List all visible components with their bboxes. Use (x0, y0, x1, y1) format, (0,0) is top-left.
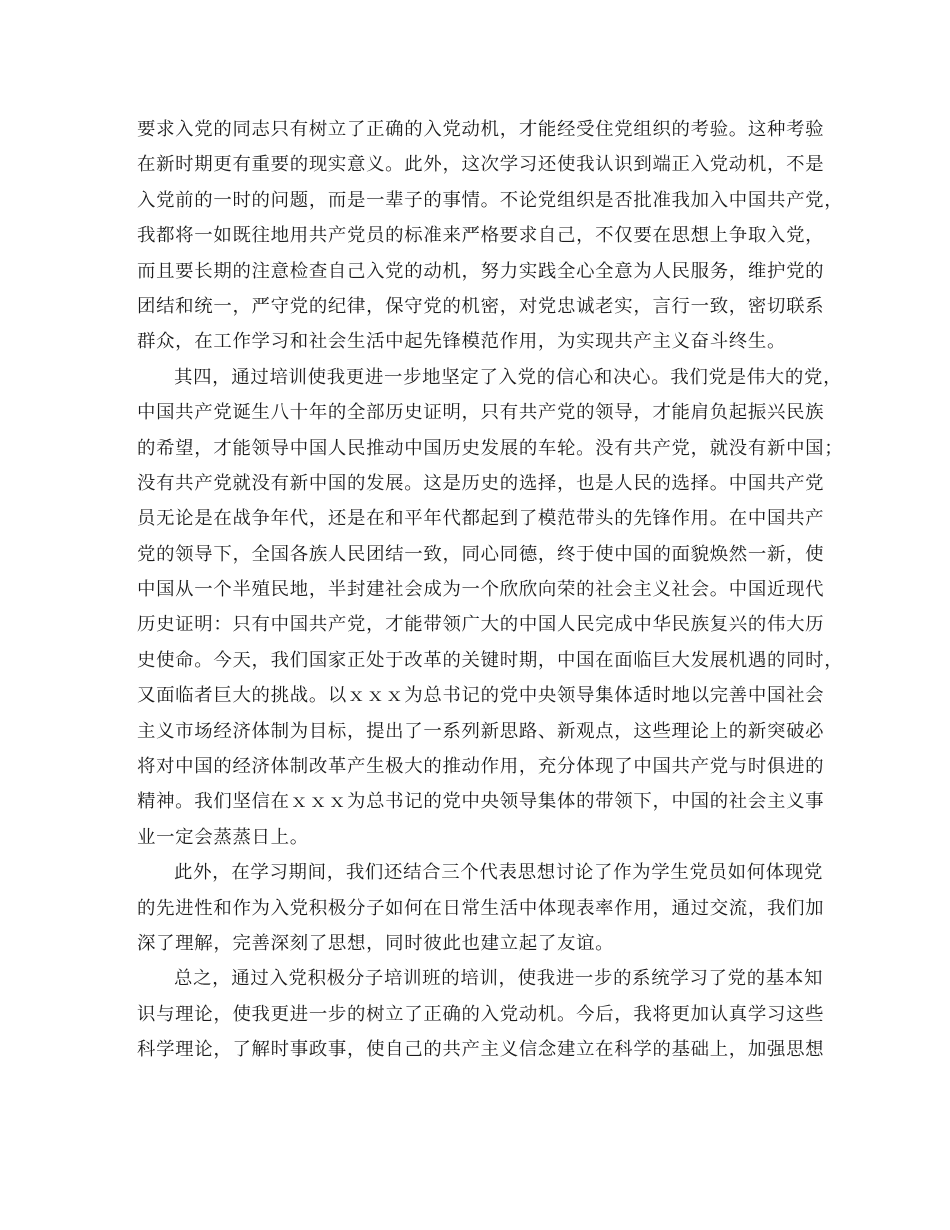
text-line: 将对中国的经济体制改革产生极大的推动作用，充分体现了中国共产党与时俱进的 (137, 756, 825, 778)
text-line: 在新时期更有重要的现实意义。此外，这次学习还使我认识到端正入党动机，不是 (137, 154, 825, 176)
text-line: 没有共产党就没有新中国的发展。这是历史的选择，也是人民的选择。中国共产党 (137, 472, 825, 494)
paragraph-first-line: 其四，通过培训使我更进一步地坚定了入党的信心和决心。我们党是伟大的党， (174, 366, 843, 388)
text-line: 中国从一个半殖民地，半封建社会成为一个欣欣向荣的社会主义社会。中国近现代 (137, 579, 825, 601)
text-line: 团结和统一，严守党的纪律，保守党的机密，对党忠诚老实，言行一致，密切联系 (137, 295, 825, 317)
text-line: 历史证明：只有中国共产党，才能带领广大的中国人民完成中华民族复兴的伟大历 (137, 614, 825, 636)
text-line: 而且要长期的注意检查自己入党的动机，努力实践全心全意为人民服务，维护党的 (137, 260, 825, 282)
text-line: 深了理解，完善深刻了思想，同时彼此也建立起了友谊。 (137, 932, 615, 954)
text-line: 要求入党的同志只有树立了正确的入党动机，才能经受住党组织的考验。这种考验 (137, 119, 825, 140)
text-line: 精神。我们坚信在ｘｘｘ为总书记的党中央领导集体的带领下，中国的社会主义事 (137, 791, 825, 813)
text-line: 党的领导下，全国各族人民团结一致，同心同德，终于使中国的面貌焕然一新，使 (137, 543, 825, 565)
text-line: 的希望，才能领导中国人民推动中国历史发展的车轮。没有共产党，就没有新中国； (137, 437, 844, 459)
text-line: 员无论是在战争年代，还是在和平年代都起到了模范带头的先锋作用。在中国共产 (137, 508, 825, 530)
paragraph-first-line: 总之，通过入党积极分子培训班的培训，使我进一步的系统学习了党的基本知 (174, 968, 824, 990)
text-line: 我都将一如既往地用共产党员的标准来严格要求自己，不仅要在思想上争取入党， (137, 225, 825, 247)
text-line: 识与理论，使我更进一步的树立了正确的入党动机。今后，我将更加认真学习这些 (137, 1003, 825, 1025)
text-line: 群众，在工作学习和社会生活中起先锋模范作用，为实现共产主义奋斗终生。 (137, 331, 787, 353)
document-body (137, 112, 844, 1068)
text-line: 业一定会蒸蒸日上。 (137, 826, 309, 848)
text-line: 的先进性和作为入党积极分子如何在日常生活中体现表率作用，通过交流，我们加 (137, 897, 825, 919)
text-line: 主义市场经济体制为目标，提出了一系列新思路、新观点，这些理论上的新突破必 (137, 720, 825, 742)
text-line: 史使命。今天，我们国家正处于改革的关键时期，中国在面临巨大发展机遇的同时， (137, 649, 844, 671)
paragraph-first-line: 此外，在学习期间，我们还结合三个代表思想讨论了作为学生党员如何体现党 (174, 862, 824, 884)
text-line: 又面临者巨大的挑战。以ｘｘｘ为总书记的党中央领导集体适时地以完善中国社会 (137, 685, 825, 707)
text-line: 中国共产党诞生八十年的全部历史证明，只有共产党的领导，才能肩负起振兴民族 (137, 402, 825, 424)
text-line: 科学理论，了解时事政事，使自己的共产主义信念建立在科学的基础上，加强思想 (137, 1039, 825, 1061)
text-line: 入党前的一时的问题，而是一辈子的事情。不论党组织是否批准我加入中国共产党， (137, 189, 844, 211)
